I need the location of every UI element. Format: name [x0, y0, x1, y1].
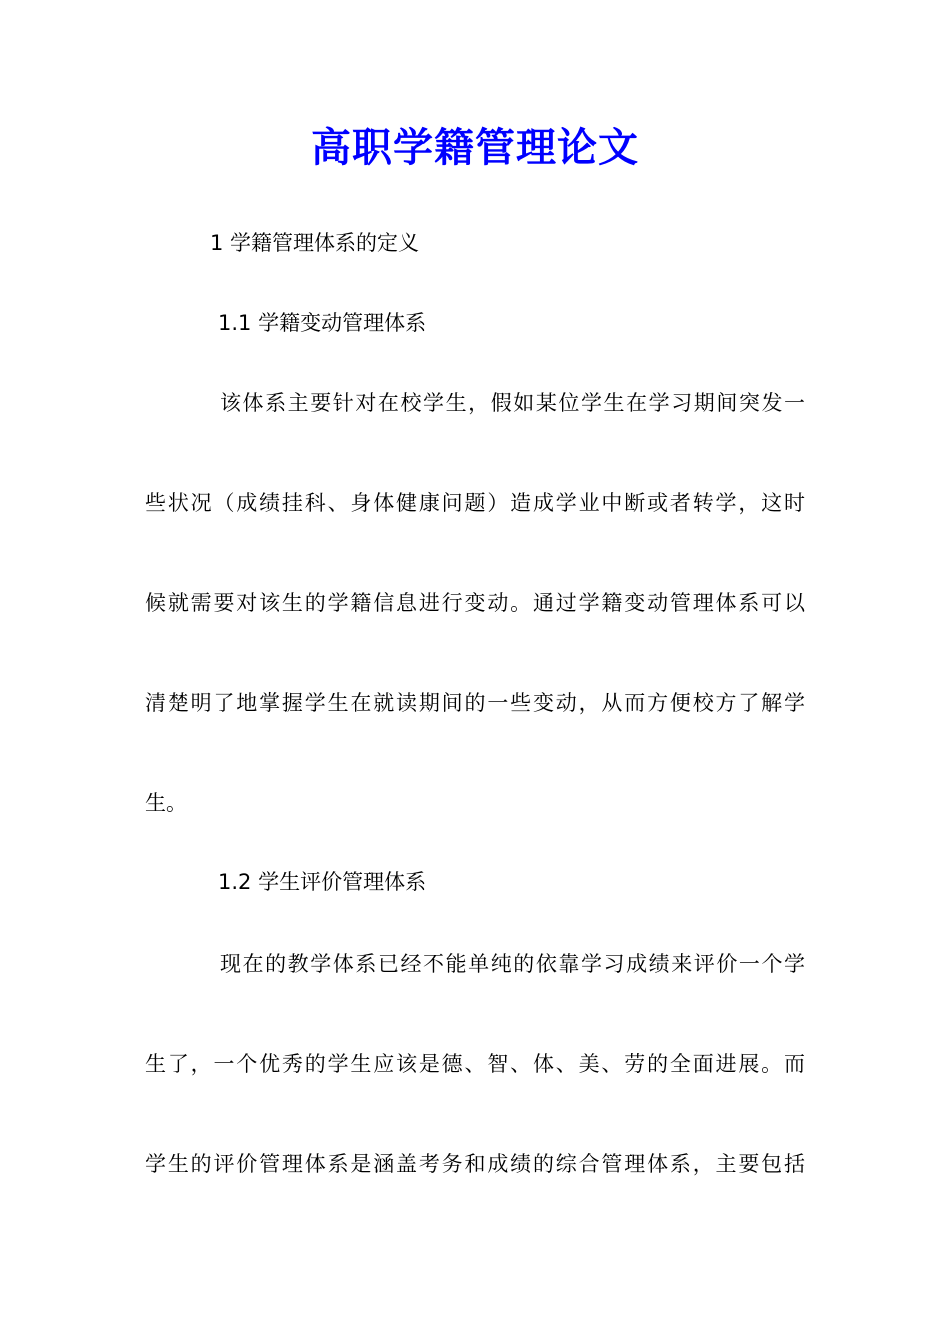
paragraph-line: 些状况（成绩挂科、身体健康问题）造成学业中断或者转学，这时	[145, 491, 805, 515]
section-heading-1-2: 1.2 学生评价管理体系	[218, 870, 427, 894]
paragraph-line: 清楚明了地掌握学生在就读期间的一些变动，从而方便校方了解学	[145, 691, 805, 715]
section-heading-1: 1 学籍管理体系的定义	[210, 231, 420, 255]
paragraph-2	[145, 949, 805, 1249]
paragraph-1	[145, 388, 805, 888]
paragraph-line: 生了，一个优秀的学生应该是德、智、体、美、劳的全面进展。而	[145, 1052, 805, 1076]
paragraph-line: 学生的评价管理体系是涵盖考务和成绩的综合管理体系，主要包括	[145, 1152, 805, 1176]
paragraph-line: 现在的教学体系已经不能单纯的依靠学习成绩来评价一个学	[220, 952, 805, 976]
paragraph-line: 生。	[145, 791, 187, 815]
paragraph-line: 该体系主要针对在校学生，假如某位学生在学习期间突发一	[220, 391, 805, 415]
document-title: 高职学籍管理论文	[311, 124, 639, 171]
section-heading-1-1: 1.1 学籍变动管理体系	[218, 311, 427, 335]
paragraph-line: 候就需要对该生的学籍信息进行变动。通过学籍变动管理体系可以	[145, 591, 805, 615]
